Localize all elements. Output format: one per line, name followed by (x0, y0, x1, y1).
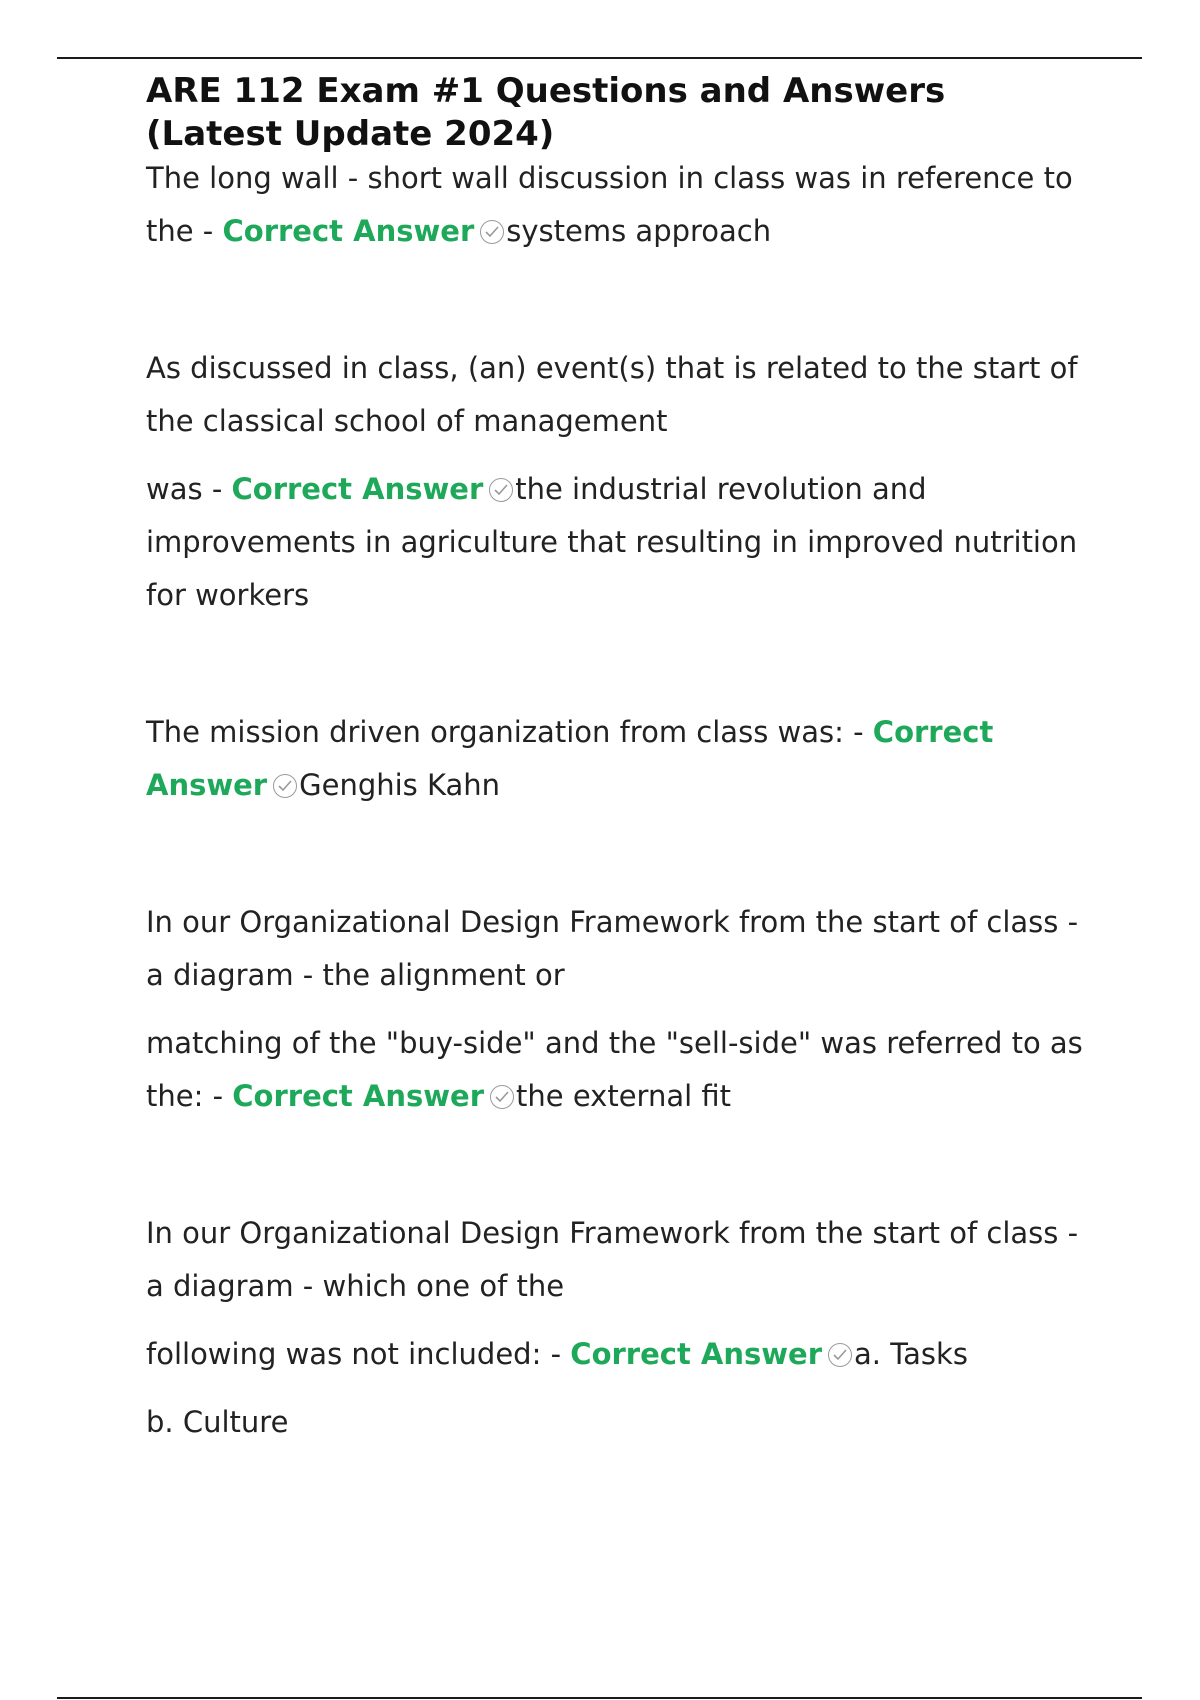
question-text: matching of the "buy-side" and the "sell-side" was referred to as the: - (146, 1026, 1083, 1113)
question-text: following was not included: - (146, 1337, 571, 1371)
qa-item-5-extra: b. Culture (146, 1405, 289, 1439)
check-circle-icon (489, 478, 513, 502)
answer-text: Genghis Kahn (299, 768, 501, 802)
answer-text: systems approach (506, 214, 772, 248)
correct-answer-label: Correct Answer (146, 715, 994, 802)
top-rule (57, 57, 1142, 59)
qa-item-2 (146, 463, 1091, 622)
bottom-rule (57, 1697, 1142, 1699)
check-circle-icon (480, 220, 504, 244)
qa-item-5-question: In our Organizational Design Framework from the start of class - a diagram - which one of the (146, 1216, 1079, 1303)
qa-item-2-question: As discussed in class, (an) event(s) that is related to the start of the classical school of management (146, 351, 1078, 438)
answer-text: the external fit (516, 1079, 732, 1113)
qa-item-4-question: In our Organizational Design Framework from the start of class - a diagram - the alignment or (146, 905, 1079, 992)
document-title: ARE 112 Exam #1 Questions and Answers (Latest Update 2024) (146, 71, 946, 154)
check-circle-icon (490, 1085, 514, 1109)
answer-text: the industrial revolution and improvements in agriculture that resulting in improved nutrition for workers (146, 472, 1078, 612)
answer-text: a. Tasks (854, 1337, 968, 1371)
document-body (146, 70, 1091, 1449)
check-circle-icon (828, 1343, 852, 1367)
qa-item-1 (146, 152, 1091, 258)
check-circle-icon (273, 774, 297, 798)
question-text: The mission driven organization from class was: - (146, 715, 873, 749)
qa-item-4 (146, 1017, 1091, 1123)
correct-answer-label: Correct Answer (232, 1079, 485, 1113)
correct-answer-label: Correct Answer (222, 214, 475, 248)
correct-answer-label: Correct Answer (570, 1337, 823, 1371)
qa-item-5 (146, 1328, 1091, 1381)
qa-item-3 (146, 706, 1091, 812)
question-text: The long wall - short wall discussion in class was in reference to the - (146, 161, 1073, 248)
correct-answer-label: Correct Answer (231, 472, 484, 506)
question-text: was - (146, 472, 232, 506)
